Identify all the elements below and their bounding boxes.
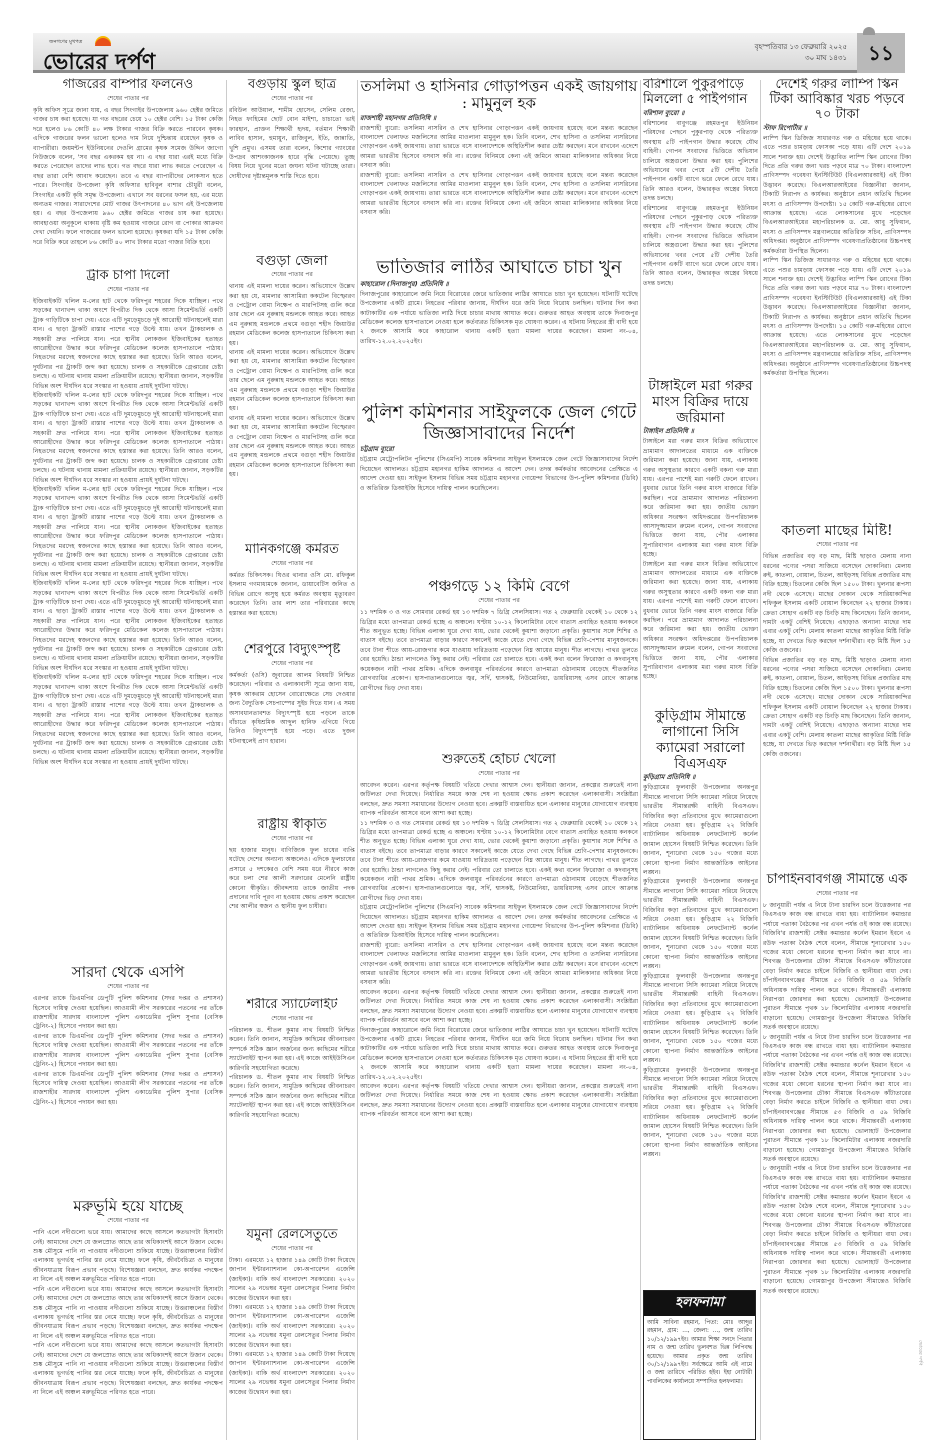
affidavit-box bbox=[643, 1290, 756, 1440]
jump-line: শেষের পাতার পর bbox=[816, 541, 858, 549]
jump-line: শেষের পাতার পর bbox=[478, 597, 520, 605]
date-gregorian: বৃহস্পতিবার ১৩ ফেব্রুয়ারি ২০২৫ bbox=[754, 43, 847, 51]
headline: যমুনা রেলসেতুতে bbox=[246, 1228, 338, 1242]
byline: বরিশাল ব্যুরো ॥ bbox=[643, 108, 685, 117]
headline: ট্রাক চাপা দিলো bbox=[86, 269, 170, 283]
article-body: ইজিবাইকটি খলিল ম-লের হাট থেকে ফরিদপুর শহরের দিকে যাচ্ছিল। পথে সড়কের খানাখন্দ থাকা অংশে বিপরীত দিক থেকে আসা সিমেন্টভর্তি একটি ট্রাক গাড়িটিকে চাপা দেয়। এতে এটি দুমড়েমুচড়ে দুই আরোহী ঘটনাস্থলেই মারা যান। এ ছাড়া ট্রাকটি রাস্তার পাশের গড়ে উল্টে যায়। তখন ট্রাকচালক ও সহকারী দ্রুত পালিয়ে যান। পরে স্থানীয় লোকজন ইজিবাইকের হতাহত আরোহীদের উদ্ধার করে ফরিদপুর মেডিকেল কলেজ হাসপাতালে পাঠায়। নিহতদের মরদেহ স্বজনদের কাছে হস্তান্তর করা হয়েছে। তিনি আরও বলেন, দুর্ঘটনার পর ট্রাকটি জব্দ করা হয়েছে। চালক ও সহকারীকে গ্রেপ্তারের চেষ্টা চলছে। এ ঘটনায় থানায় মামলা প্রক্রিয়াধীন রয়েছে। স্থানীয়রা জানান, সড়কটির বিভিন্ন অংশ দীর্ঘদিন ধরে সংস্কার না হওয়ায় প্রায়ই দুর্ঘটনা ঘটছে। bbox=[33, 297, 223, 390]
article-body-cont: পানি এলে নদীগুলো ভরে যায়। আমাদের কাছে আসলে কতভাগটা হিসাবটা নেই। আমাদের দেশে যে জলস্রোত আছে তার অধিকাংশই আসে উজান থেকে। শুষ্ক মৌসুমে পানি না পাওয়ায় নদীগুলো শুকিয়ে যাচ্ছে। উত্তরাঞ্চলের বিস্তীর্ণ এলাকায় ভূগর্ভস্থ পানির স্তর নেমে যাচ্ছে। ফলে কৃষি, জীববৈচিত্র্য ও মানুষের জীবনযাত্রায় বিরূপ প্রভাব পড়ছে। বিশেষজ্ঞরা বলছেন, দ্রুত কার্যকর পদক্ষেপ না নিলে এই অঞ্চল মরুভূমিতে পরিণত হতে পারে। bbox=[33, 1342, 223, 1397]
article-bogura-student bbox=[229, 78, 355, 253]
article-body-cont: রাজশাহী ব্যুরো: তসলিমা নাসরিন ও শেখ হাসিনার গোড়াপত্তন একই জায়গায় হয়েছে বলে মন্তব্য করেছেন বাংলাদেশ খেলাফত মজলিসের আমির মাওলানা মামুনুল হক। তিনি বলেন, শেখ হাসিনা ও তসলিমা নাসরিনের গোড়াপত্তন একই জায়গায়। তারা ভারতে বসে বাংলাদেশকে অস্থিতিশীল করার চেষ্টা করছেন। মনে রাখবেন এদেশে আমরা ভারতীয় হিসেবে বসবাস করি না। রক্তের বিনিময়ে কেনা এই জমিনে আমরা মালিকানার অধিকার নিয়ে বসবাস করি। bbox=[360, 171, 638, 217]
headline: দেশেই গরুর লাম্পি স্কিন টিকা আবিষ্কার খরচ পড়বে ৭০ টাকা bbox=[769, 78, 905, 122]
article-body-cont: এরপর তাকে ডিএমপির ডেপুটি পুলিশ কমিশনার (সদর দপ্তর ও প্রশাসন) হিসেবে দায়িত্ব দেওয়া হয়েছিল। আওয়ামী লীগ সরকারের পতনের পর তাঁকে রাজশাহীর সারদায় বাংলাদেশ পুলিশ একাডেমির পুলিশ সুপার (বেসিক ট্রেনিং-২) হিসেবে পদায়ন করা হয়। bbox=[33, 1032, 223, 1069]
jump-line: শেষের পাতার পর bbox=[107, 1217, 149, 1225]
article-body-cont: দিনাজপুরের কাহারোলে জমি নিয়ে বিরোধের জেরে ভাতিজার লাঠির আঘাতে চাচা খুন হয়েছেন। ঘটনাটি ঘটেছে উপজেলার একটি গ্রামে। নিহতের পরিবার জানায়, দীর্ঘদিন ধরে জমি নিয়ে বিরোধ চলছিল। ঘটনার দিন কথা কাটাকাটির এক পর্যায়ে ভাতিজা লাঠি দিয়ে চাচার মাথায় আঘাত করে। গুরুতর আহত অবস্থায় তাকে দিনাজপুর মেডিকেল কলেজ হাসপাতালে নেওয়া হলে কর্তব্যরত চিকিৎসক মৃত ঘোষণা করেন। এ ঘটনায় নিহতের স্ত্রী বাদী হয়ে ২ জনকে আসামি করে কাহারোল থানায় একটি হত্যা মামলা দায়ের করেছেন। মামলা নং-০৪, তারিখ-১২.০২.২০২৫ইং। bbox=[360, 1026, 638, 1081]
article-police bbox=[360, 403, 638, 578]
article-body: টাকা। এরমধ্যে ১২ হাজার ১৪৯ কোটি টাকা দিয়েছে জাপান ইন্টারন্যাশনাল কো-অপারেশন এজেন্সি (জাইকা)। বাকি অর্থ বাংলাদেশ সরকারের। ২০২০ সালের ২৯ নভেম্বর যমুনা রেলসেতুর পিলার নির্মাণ কাজের উদ্বোধন করা হয়। bbox=[229, 1256, 355, 1302]
article-body-cont: আবেদন করেন। এরপর কর্তৃপক্ষ বিষয়টি খতিয়ে দেখার আশ্বাস দেন। স্থানীয়রা জানান, প্রকল্পের শুরুতেই নানা জটিলতা দেখা দিয়েছে। নির্ধারিত সময়ে কাজ শেষ না হওয়ায় ক্ষোভ প্রকাশ করেছেন এলাকাবাসী। সংশ্লিষ্টরা বলছেন, দ্রুত সমস্যা সমাধানের উদ্যোগ নেওয়া হবে। প্রকল্পটি বাস্তবায়িত হলে এলাকার মানুষের যোগাযোগ ব্যবস্থায় ব্যাপক পরিবর্তন আসবে বলে আশা করা হচ্ছে। bbox=[360, 1082, 638, 1119]
article-moru bbox=[33, 1198, 223, 1438]
article-body: বিভিন্ন প্রজাতির বড় বড় মাছ, মিষ্টি ছাড়াও মেলায় নানা ধরনের পণ্যের পসরা সাজিয়ে বসেছেন দোকানিরা। মেলায় রুই, কাতলা, বোয়াল, চিতল, আইড়সহ বিভিন্ন প্রজাতির মাছ বিক্রি হচ্ছে। চিতলের কেজি ছিল ১৫০০ টাকা। খুলনার রূপসা নদী থেকে এসেছে। মাছের দোকান থেকে সারিয়াকান্দির শফিকুল ইসলাম একটি বোয়াল কিনেছেন ২২ হাজার টাকায়। ক্রেতা সোহাগ একটি বড় চিংড়ি মাছ কিনেছেন। তিনি জানান, দামটা একটু বেশিই নিয়েছে। এছাড়াও অন্যান্য মাছের দাম এবার একটু বেশি। মেলায় কাতলা মাছের আকৃতির মিষ্টি বিক্রি হচ্ছে, যা দেখতে ভিড় করছেন দর্শনার্থীরা। বড় মিষ্টি ছিল ১৫ কেজি ওজনের। bbox=[763, 553, 911, 655]
article-body: আবেদন করেন। এরপর কর্তৃপক্ষ বিষয়টি খতিয়ে দেখার আশ্বাস দেন। স্থানীয়রা জানান, প্রকল্পের শুরুতেই নানা জটিলতা দেখা দিয়েছে। নির্ধারিত সময়ে কাজ শেষ না হওয়ায় ক্ষোভ প্রকাশ করেছেন এলাকাবাসী। সংশ্লিষ্টরা বলছেন, দ্রুত সমস্যা সমাধানের উদ্যোগ নেওয়া হবে। প্রকল্পটি বাস্তবায়িত হলে এলাকার মানুষের যোগাযোগ ব্যবস্থায় ব্যাপক পরিবর্তন আসবে বলে আশা করা হচ্ছে। bbox=[360, 781, 638, 818]
column-3 bbox=[360, 78, 638, 1438]
column-rule bbox=[640, 80, 641, 1440]
headline: শুরুতেই হোঁচট খেলো bbox=[442, 753, 556, 767]
article-body-cont: বরিশালের বাবুগঞ্জে রহমতপুর ইউনিয়ন পরিষদের পেছনে পুকুরপাড় থেকে পরিত্যক্ত অবস্থায় ৫টি পাইপগান উদ্ধার করেছে যৌথ বাহিনী। গোপন সংবাদের ভিত্তিতে অভিযান চালিয়ে অস্ত্রগুলো উদ্ধার করা হয়। পুলিশের অভিযানের খবর পেয়ে ৫টি দেশীয় তৈরি পাইপগান একটি ব্যাগে ভরে ফেলে রেখে যায়। তিনি আরও বলেন, উদ্ধারকৃত অস্ত্রের বিষয়ে তদন্ত চলছে। bbox=[643, 204, 758, 287]
article-body: পানি এলে নদীগুলো ভরে যায়। আমাদের কাছে আসলে কতভাগটা হিসাবটা নেই। আমাদের দেশে যে জলস্রোত আছে তার অধিকাংশই আসে উজান থেকে। শুষ্ক মৌসুমে পানি না পাওয়ায় নদীগুলো শুকিয়ে যাচ্ছে। উত্তরাঞ্চলের বিস্তীর্ণ এলাকায় ভূগর্ভস্থ পানির স্তর নেমে যাচ্ছে। ফলে কৃষি, জীববৈচিত্র্য ও মানুষের জীবনযাত্রায় বিরূপ প্রভাব পড়ছে। বিশেষজ্ঞরা বলছেন, দ্রুত কার্যকর পদক্ষেপ না নিলে এই অঞ্চল মরুভূমিতে পরিণত হতে পারে। bbox=[33, 1229, 223, 1284]
headline: সারদা থেকে এসপি bbox=[71, 964, 185, 981]
article-body-cont: রাজশাহী ব্যুরো: তসলিমা নাসরিন ও শেখ হাসিনার গোড়াপত্তন একই জায়গায় হয়েছে বলে মন্তব্য করেছেন বাংলাদেশ খেলাফত মজলিসের আমির মাওলানা মামুনুল হক। তিনি বলেন, শেখ হাসিনা ও তসলিমা নাসরিনের গোড়াপত্তন একই জায়গায়। তারা ভারতে বসে বাংলাদেশকে অস্থিতিশীল করার চেষ্টা করছেন। মনে রাখবেন এদেশে আমরা ভারতীয় হিসেবে বসবাস করি না। রক্তের বিনিময়ে কেনা এই জমিনে আমরা মালিকানার অধিকার নিয়ে বসবাস করি। bbox=[360, 941, 638, 987]
article-body: পরিচালক ড. শীতল কুমার নাথ বিষয়টি নিশ্চিত করেন। তিনি জানান, সামুদ্রিক কাছিমের জীবনাচরণ সম্পর্কে সঠিক জ্ঞান অর্জনের জন্য কাছিমের শরীরে স্যাটেলাইট স্থাপন করা হয়। এই কাজে আইইউসিএন কারিগরি সহযোগিতা করেছে। bbox=[229, 1026, 355, 1072]
headline: কুড়িগ্রাম সীমান্তে লাগানো সিসি ক্যামেরা সরালো বিএসএফ bbox=[655, 708, 746, 773]
headline: কাতলা মাছের মিষ্টি! bbox=[781, 523, 893, 539]
article-body-cont: কুড়িগ্রামের ফুলবাড়ী উপজেলার অনন্তপুর সীমান্তে লাগানো সিসি ক্যামেরা সরিয়ে নিয়েছে ভারতীয় সীমান্তরক্ষী বাহিনী বিএসএফ। বিজিবির কড়া প্রতিবাদের মুখে ক্যামেরাগুলো সরিয়ে নেওয়া হয়। কুড়িগ্রাম ২২ বিজিবি ব্যাটালিয়ন অধিনায়ক লেফটেন্যান্ট কর্নেল জামাল হোসেন বিষয়টি নিশ্চিত করেছেন। তিনি জানান, শূন্যরেখা থেকে ১৫০ গজের মধ্যে কোনো স্থাপনা নির্মাণ আন্তর্জাতিক আইনের লঙ্ঘন। bbox=[643, 1066, 758, 1159]
jump-line: শেষের পাতার পর bbox=[271, 659, 313, 667]
headline: গাজরের বাম্পার ফলনেও bbox=[62, 78, 194, 92]
headline: তসলিমা ও হাসিনার গোড়াপত্তন একই জায়গায় : মামুনুল হক bbox=[360, 78, 638, 113]
article-manikganj bbox=[229, 543, 355, 643]
article-body-cont: ৮ জানুয়ারী পর্যন্ত এ নিয়ে টানা চারদিন চলে উত্তেজনার পর বিএসএফ কাজ বন্ধ রাখতে বাধ্য হয়। ব্যাটালিয়ন কমান্ডার পর্যায়ে পতাকা বৈঠকের পর এখন পর্যন্ত ওই কাজ বন্ধ রয়েছে। বিজিবি'র রাজশাহী সেক্টর কমান্ডার কর্নেল ইমরান ইবনে এ রউফ পতাকা বৈঠক শেষে বলেন, সীমান্তে শূন্যরেখার ১৫০ গজের মধ্যে কোনো ধরনের স্থাপনা নির্মাণ করা যাবে না। শিবগঞ্জ উপজেলার চৌকা সীমান্তে বিএসএফ কাঁটাতারের বেড়া নির্মাণ করতে চাইলে বিজিবি ও স্থানীয়রা বাধা দেয়। চাঁপাইনবাবগঞ্জের সীমান্তে ৫৩ বিজিবি ও ৫৯ বিজিবি অধিনায়ক দায়িত্ব পালন করে থাকে। সীমান্তবর্তী এলাকায় নিরাপত্তা জোরদার করা হয়েছে। ভোলাহাট উপজেলার পুরাতন সীমান্তে পৃথক ১৮ কিলোমিটার এলাকায় নজরদারি বাড়ানো হয়েছে। গোমস্তাপুর উপজেলা সীমান্তেও বিজিবি সতর্ক অবস্থানে রয়েছে। bbox=[763, 1033, 911, 1163]
article-body-cont: চট্টগ্রাম মেট্রোপলিটন পুলিশের (সিএমপি) সাবেক কমিশনার সাইফুল ইসলামকে জেল গেটে জিজ্ঞাসাবাদের নির্দেশ দিয়েছেন আদালত। চট্টগ্রাম মহানগর হাকিম আদালত এ আদেশ দেন। তদন্ত কর্মকর্তার আবেদনের প্রেক্ষিতে এ আদেশ দেওয়া হয়। সাইফুল ইসলাম বিভিন্ন সময় চট্টগ্রাম মহানগর গোয়েন্দা বিভাগের উপ-পুলিশ কমিশনার (ডিবি) ও অতিরিক্ত ডিআইজি হিসেবে দায়িত্ব পালন করেছিলেন। bbox=[360, 904, 638, 940]
jump-line: শেষের পাতার পর bbox=[816, 889, 858, 897]
article-body-cont: কুড়িগ্রামের ফুলবাড়ী উপজেলার অনন্তপুর সীমান্তে লাগানো সিসি ক্যামেরা সরিয়ে নিয়েছে ভারতীয় সীমান্তরক্ষী বাহিনী বিএসএফ। বিজিবির কড়া প্রতিবাদের মুখে ক্যামেরাগুলো সরিয়ে নেওয়া হয়। কুড়িগ্রাম ২২ বিজিবি ব্যাটালিয়ন অধিনায়ক লেফটেন্যান্ট কর্নেল জামাল হোসেন বিষয়টি নিশ্চিত করেছেন। তিনি জানান, শূন্যরেখা থেকে ১৫০ গজের মধ্যে কোনো স্থাপনা নির্মাণ আন্তর্জাতিক আইনের লঙ্ঘন। bbox=[643, 878, 758, 971]
article-body-cont: ১১ দশমিক ৩ ও গত সোমবার রেকর্ড হয় ১৩ দশমিক ৭ ডিগ্রি সেলসিয়াস। গত ২ ফেব্রুয়ারি থেকেই ১০ থেকে ১২ ডিগ্রির মধ্যে তাপমাত্রা রেকর্ড হচ্ছে এ অঞ্চলে। ঘণ্টায় ১০-১২ কিলোমিটার বেগে বাতাস প্রবাহিত হওয়ায় কনকনে শীত অনুভূত হচ্ছে। বিভিন্ন এলাকা ঘুরে দেখা যায়, ভোর থেকেই কুয়াশা জড়ানো প্রকৃতি। কুয়াশার সঙ্গে শিশির ও বাতাস বইছে। তবে তাপমাত্রা বাড়ার কারণে সকালেই কাজে যেতে দেখা গেছে বিভিন্ন শ্রেণি-পেশার মানুষজনকে। তবে টানা শীতে আয়-রোজগার কমে যাওয়ায় দারিদ্রতায় পড়েছেন নিম্ন আয়ের মানুষ। শীত লাগছে। পাথর তুলতে বের হয়েছি। ঠান্ডা লাগলেও কিছু করার নেই। পরিবার তো চালাতে হবে। একই কথা বলেন ফিরোজা ও কদবানুসহ কয়েকজন নারী পাথর শ্রমিক। এদিকে জলবায়ুর পরিবর্তনের কারণে তাপমাত্রা ওঠানামায় বেড়েছে শীতজনিত রোগব্যাধির প্রকোপ। হাসপাতালগুলোতে জ্বর, সর্দি, শ্বাসকষ্ট, নিউমোনিয়া, ডায়রিয়াসহ এসব রোগে আক্রান্ত রোগীদের ভিড় দেখা যায়। bbox=[360, 819, 638, 902]
page-number: ১১ bbox=[857, 33, 905, 73]
date-block bbox=[755, 42, 847, 64]
article-body-cont: টাকা। এরমধ্যে ১২ হাজার ১৪৯ কোটি টাকা দিয়েছে জাপান ইন্টারন্যাশনাল কো-অপারেশন এজেন্সি (জাইকা)। বাকি অর্থ বাংলাদেশ সরকারের। ২০২০ সালের ২৯ নভেম্বর যমুনা রেলসেতুর পিলার নির্মাণ কাজের উদ্বোধন করা হয়। bbox=[229, 1351, 355, 1396]
article-jamuna bbox=[229, 1228, 355, 1438]
article-katla bbox=[763, 523, 911, 873]
article-tangail bbox=[643, 378, 758, 708]
article-body-cont: থানায় এই মামলা দায়ের করেন। অভিযোগে উল্লেখ করা হয় যে, মামলার আসামিরা ককটেল বিস্ফোরণ ও পেট্রোল বোমা নিক্ষেপ ও মারপিটসহ গুলি করে তার ছেলে এম নুরুন্নাহ মন্ডলকে আহত করে। আহত এম নুরুন্নাহ মন্ডলকে প্রথমে বগুড়া শহীদ জিয়াউর রহমান মেডিকেল কলেজ হাসপাতালে চিকিৎসা করা হয়। bbox=[229, 348, 355, 413]
article-body: কর্মরত চিকিৎসক। ঘিওর থানার ওসি মো. রফিকুল ইসলাম গণমাধ্যমকে জানান, ডায়াবেটিস জনিত ও বিভিন্ন রোগে অসুস্থ হয়ে কর্মরত অবস্থায় মৃত্যুবরণ করেছেন তিনি। তার লাশ তার পরিবারের কাছে হস্তান্তর করা হয়েছে। bbox=[229, 571, 355, 617]
column-1 bbox=[33, 78, 223, 1438]
article-chapai bbox=[763, 873, 911, 1438]
jump-line: শেষের পাতার পর bbox=[107, 285, 149, 293]
article-body-cont: ইজিবাইকটি খলিল ম-লের হাট থেকে ফরিদপুর শহরের দিকে যাচ্ছিল। পথে সড়কের খানাখন্দ থাকা অংশে বিপরীত দিক থেকে আসা সিমেন্টভর্তি একটি ট্রাক গাড়িটিকে চাপা দেয়। এতে এটি দুমড়েমুচড়ে দুই আরোহী ঘটনাস্থলেই মারা যান। এ ছাড়া ট্রাকটি রাস্তার পাশের গড়ে উল্টে যায়। তখন ট্রাকচালক ও সহকারী দ্রুত পালিয়ে যান। পরে স্থানীয় লোকজন ইজিবাইকের হতাহত আরোহীদের উদ্ধার করে ফরিদপুর মেডিকেল কলেজ হাসপাতালে পাঠায়। নিহতদের মরদেহ স্বজনদের কাছে হস্তান্তর করা হয়েছে। তিনি আরও বলেন, দুর্ঘটনার পর ট্রাকটি জব্দ করা হয়েছে। চালক ও সহকারীকে গ্রেপ্তারের চেষ্টা চলছে। এ ঘটনায় থানায় মামলা প্রক্রিয়াধীন রয়েছে। স্থানীয়রা জানান, সড়কটির বিভিন্ন অংশ দীর্ঘদিন ধরে সংস্কার না হওয়ায় প্রায়ই দুর্ঘটনা ঘটছে। bbox=[33, 392, 223, 484]
column-rule bbox=[760, 80, 761, 1440]
date-bengali: ৩০ মাঘ ১৪৩১ bbox=[805, 54, 847, 62]
byline: কাহারোল (দিনাজপুর) প্রতিনিধি ॥ bbox=[360, 279, 449, 288]
article-lumpy bbox=[763, 78, 911, 523]
jump-line: শেষের পাতার পর bbox=[271, 1244, 313, 1252]
jump-line: শেষের পাতার পর bbox=[271, 1014, 313, 1022]
article-body-cont: পানি এলে নদীগুলো ভরে যায়। আমাদের কাছে আসলে কতভাগটা হিসাবটা নেই। আমাদের দেশে যে জলস্রোত আছে তার অধিকাংশই আসে উজান থেকে। শুষ্ক মৌসুমে পানি না পাওয়ায় নদীগুলো শুকিয়ে যাচ্ছে। উত্তরাঞ্চলের বিস্তীর্ণ এলাকায় ভূগর্ভস্থ পানির স্তর নেমে যাচ্ছে। ফলে কৃষি, জীববৈচিত্র্য ও মানুষের জীবনযাত্রায় বিরূপ প্রভাব পড়ছে। বিশেষজ্ঞরা বলছেন, দ্রুত কার্যকর পদক্ষেপ না নিলে এই অঞ্চল মরুভূমিতে পরিণত হতে পারে। bbox=[33, 1285, 223, 1340]
byline: স্টাফ রিপোর্টার ॥ bbox=[763, 123, 808, 132]
article-body: ৮ জানুয়ারী পর্যন্ত এ নিয়ে টানা চারদিন চলে উত্তেজনার পর বিএসএফ কাজ বন্ধ রাখতে বাধ্য হয়। ব্যাটালিয়ন কমান্ডার পর্যায়ে পতাকা বৈঠকের পর এখন পর্যন্ত ওই কাজ বন্ধ রয়েছে। বিজিবি'র রাজশাহী সেক্টর কমান্ডার কর্নেল ইমরান ইবনে এ রউফ পতাকা বৈঠক শেষে বলেন, সীমান্তে শূন্যরেখার ১৫০ গজের মধ্যে কোনো ধরনের স্থাপনা নির্মাণ করা যাবে না। শিবগঞ্জ উপজেলার চৌকা সীমান্তে বিএসএফ কাঁটাতারের বেড়া নির্মাণ করতে চাইলে বিজিবি ও স্থানীয়রা বাধা দেয়। চাঁপাইনবাবগঞ্জের সীমান্তে ৫৩ বিজিবি ও ৫৯ বিজিবি অধিনায়ক দায়িত্ব পালন করে থাকে। সীমান্তবর্তী এলাকায় নিরাপত্তা জোরদার করা হয়েছে। ভোলাহাট উপজেলার পুরাতন সীমান্তে পৃথক ১৮ কিলোমিটার এলাকায় নজরদারি বাড়ানো হয়েছে। গোমস্তাপুর উপজেলা সীমান্তেও বিজিবি সতর্ক অবস্থানে রয়েছে। bbox=[763, 901, 911, 1032]
article-satellite bbox=[229, 998, 355, 1228]
article-body: কর্মকর্তা (ওসি) জুবায়ের আলম বিষয়টি নিশ্চিত করেছেন। পরিবার ও এলাকাবাসী সূত্রে জানা যায়, কৃষক আকরাম হোসেন বোরোক্ষেতে সেচ দেওয়ার জন্য বৈদ্যুতিক সেচপাম্পের সুইচ দিতে যান। এ সময় অসাবধানতাবশত বিদ্যুৎস্পৃষ্ট হয়ে পড়লে তাকে বাঁচাতে কৃষিশ্রমিক আব্দুল হানিফ এগিয়ে গিয়ে তিনিও বিদ্যুৎস্পৃষ্ট হয়ে পড়ে। এতে দুজন ঘটনাস্থলেই প্রাণ হারান। bbox=[229, 671, 355, 745]
article-taslima bbox=[360, 78, 638, 258]
article-body: থানায় এই মামলা দায়ের করেন। অভিযোগে উল্লেখ করা হয় যে, মামলার আসামিরা ককটেল বিস্ফোরণ ও পেট্রোল বোমা নিক্ষেপ ও মারপিটসহ গুলি করে তার ছেলে এম নুরুন্নাহ মন্ডলকে আহত করে। আহত এম নুরুন্নাহ মন্ডলকে প্রথমে বগুড়া শহীদ জিয়াউর রহমান মেডিকেল কলেজ হাসপাতালে চিকিৎসা করা হয়। bbox=[229, 283, 355, 347]
headline: বগুড়া জেলা bbox=[256, 253, 328, 269]
article-rashtriya bbox=[229, 818, 355, 998]
article-panchagarh bbox=[360, 578, 638, 753]
headline: চাঁপাইনবাবগঞ্জ সীমান্তে এক bbox=[766, 873, 908, 887]
article-body: এরপর তাকে ডিএমপির ডেপুটি পুলিশ কমিশনার (সদর দপ্তর ও প্রশাসন) হিসেবে দায়িত্ব দেওয়া হয়েছিল। আওয়ামী লীগ সরকারের পতনের পর তাঁকে রাজশাহীর সারদায় বাংলাদেশ পুলিশ একাডেমির পুলিশ সুপার (বেসিক ট্রেনিং-২) হিসেবে পদায়ন করা হয়। bbox=[33, 995, 223, 1031]
column-2 bbox=[229, 78, 355, 1438]
article-body: দিনাজপুরের কাহারোলে জমি নিয়ে বিরোধের জেরে ভাতিজার লাঠির আঘাতে চাচা খুন হয়েছেন। ঘটনাটি ঘটেছে উপজেলার একটি গ্রামে। নিহতের পরিবার জানায়, দীর্ঘদিন ধরে জমি নিয়ে বিরোধ চলছিল। ঘটনার দিন কথা কাটাকাটির এক পর্যায়ে ভাতিজা লাঠি দিয়ে চাচার মাথায় আঘাত করে। গুরুতর আহত অবস্থায় তাকে দিনাজপুর মেডিকেল কলেজ হাসপাতালে নেওয়া হলে কর্তব্যরত চিকিৎসক মৃত ঘোষণা করেন। এ ঘটনায় নিহতের স্ত্রী বাদী হয়ে ২ জনকে আসামি করে কাহারোল থানায় একটি হত্যা মামলা দায়ের করেছেন। মামলা নং-০৪, তারিখ-১২.০২.২০২৫ইং। bbox=[360, 290, 638, 345]
column-rule bbox=[226, 80, 227, 1440]
headline: ভাতিজার লাঠির আঘাতে চাচা খুন bbox=[376, 258, 622, 278]
headline: মরুভূমি হয়ে যাচ্ছে bbox=[73, 1198, 183, 1215]
jump-line: শেষের পাতার পর bbox=[271, 559, 313, 567]
jump-line: শেষের পাতার পর bbox=[107, 983, 149, 991]
byline: টাঙ্গাইল প্রতিনিধি ॥ bbox=[643, 427, 694, 436]
article-body-cont: আবেদন করেন। এরপর কর্তৃপক্ষ বিষয়টি খতিয়ে দেখার আশ্বাস দেন। স্থানীয়রা জানান, প্রকল্পের শুরুতেই নানা জটিলতা দেখা দিয়েছে। নির্ধারিত সময়ে কাজ শেষ না হওয়ায় ক্ষোভ প্রকাশ করেছেন এলাকাবাসী। সংশ্লিষ্টরা বলছেন, দ্রুত সমস্যা সমাধানের উদ্যোগ নেওয়া হবে। প্রকল্পটি বাস্তবায়িত হলে এলাকার মানুষের যোগাযোগ ব্যবস্থায় ব্যাপক পরিবর্তন আসবে বলে আশা করা হচ্ছে। bbox=[360, 988, 638, 1025]
jump-line: শেষের পাতার পর bbox=[107, 94, 149, 102]
logo-tagline: জনগণের মুখপত্র bbox=[49, 39, 83, 45]
jump-line: শেষের পাতার পর bbox=[271, 271, 313, 279]
byline: চট্টগ্রাম ব্যুরো bbox=[360, 445, 394, 454]
newspaper-title: ভোরের দর্পণ bbox=[43, 49, 156, 75]
article-body: ছয় হাজার মানুষ। বাণিজ্যিক ফুল চাষের ব্যপ্তি ঘটেছে দেশের অন্যান্য অঞ্চলেও। এদিকে ফুলচাষের প্রসারে ৫ দশকেরও বেশি সময় ধরে নীরবে কাজ করে চলা শের আলী সরদারের মেলেনি রাষ্ট্রীয় কোনো স্বীকৃতি। জীবদ্দশায় তাকে জাতীয় পদক প্রদানের দাবি পূরণ না হওয়ায় ক্ষোভ প্রকাশ করেছেন শের আলীর স্বজন ও স্থানীয় ফুল চাষীরা। bbox=[229, 846, 355, 911]
article-body-cont: ইজিবাইকটি খলিল ম-লের হাট থেকে ফরিদপুর শহরের দিকে যাচ্ছিল। পথে সড়কের খানাখন্দ থাকা অংশে বিপরীত দিক থেকে আসা সিমেন্টভর্তি একটি ট্রাক গাড়িটিকে চাপা দেয়। এতে এটি দুমড়েমুচড়ে দুই আরোহী ঘটনাস্থলেই মারা যান। এ ছাড়া ট্রাকটি রাস্তার পাশের গড়ে উল্টে যায়। তখন ট্রাকচালক ও সহকারী দ্রুত পালিয়ে যান। পরে স্থানীয় লোকজন ইজিবাইকের হতাহত আরোহীদের উদ্ধার করে ফরিদপুর মেডিকেল কলেজ হাসপাতালে পাঠায়। নিহতদের মরদেহ স্বজনদের কাছে হস্তান্তর করা হয়েছে। তিনি আরও বলেন, দুর্ঘটনার পর ট্রাকটি জব্দ করা হয়েছে। চালক ও সহকারীকে গ্রেপ্তারের চেষ্টা চলছে। এ ঘটনায় থানায় মামলা প্রক্রিয়াধীন রয়েছে। স্থানীয়রা জানান, সড়কটির বিভিন্ন অংশ দীর্ঘদিন ধরে সংস্কার না হওয়ায় প্রায়ই দুর্ঘটনা ঘটছে। bbox=[33, 486, 223, 578]
affidavit-title: হলফনামা bbox=[644, 1291, 755, 1316]
article-body-cont: এরপর তাকে ডিএমপির ডেপুটি পুলিশ কমিশনার (সদর দপ্তর ও প্রশাসন) হিসেবে দায়িত্ব দেওয়া হয়েছিল। আওয়ামী লীগ সরকারের পতনের পর তাঁকে রাজশাহীর সারদায় বাংলাদেশ পুলিশ একাডেমির পুলিশ সুপার (বেসিক ট্রেনিং-২) হিসেবে পদায়ন করা হয়। bbox=[33, 1070, 223, 1106]
jump-line: শেষের পাতার পর bbox=[478, 769, 520, 777]
article-body: চট্টগ্রাম মেট্রোপলিটন পুলিশের (সিএমপি) সাবেক কমিশনার সাইফুল ইসলামকে জেল গেটে জিজ্ঞাসাবাদের নির্দেশ দিয়েছেন আদালত। চট্টগ্রাম মহানগর হাকিম আদালত এ আদেশ দেন। তদন্ত কর্মকর্তার আবেদনের প্রেক্ষিতে এ আদেশ দেওয়া হয়। সাইফুল ইসলাম বিভিন্ন সময় চট্টগ্রাম মহানগর গোয়েন্দা বিভাগের উপ-পুলিশ কমিশনার (ডিবি) ও অতিরিক্ত ডিআইজি হিসেবে দায়িত্ব পালন করেছিলেন। bbox=[360, 456, 638, 492]
article-body: লাম্পি স্কিন ডিজিজ সাধারণত গরু ও মহিষের হয়ে থাকে। এতে পশুর চামড়ায় ফোসকা পড়ে যায়। এটি দেশে ২০১৯ সালে শনাক্ত হয়। দেশেই উদ্ভাবিত লাম্পি স্কিন রোগের টিকা দিতে প্রতি গরুর জন্য খরচ পড়বে মাত্র ৭০ টাকা। বাংলাদেশ প্রাণিসম্পদ গবেষণা ইনস্টিটিউট (বিএলআরআই) এই টিকা উদ্ভাবন করেছে। বিএলআরআইয়ের বিজ্ঞানীরা জানান, টিকাটি নিরাপদ ও কার্যকর। অনুষ্ঠানে প্রধান অতিথি ছিলেন মৎস্য ও প্রাণিসম্পদ উপদেষ্টা। ১৫ কোটি গরু-মহিষের রোগে আক্রান্ত হয়েছে। এতে লোকসানের মুখে পড়েছেন বিএলআরআইয়ের মহাপরিচালক ড. মো. আবু সুফিয়ান, মৎস্য ও প্রাণিসম্পদ মন্ত্রণালয়ের অতিরিক্ত সচিব, প্রাণিসম্পদ অধিদপ্তর। অনুষ্ঠানে প্রাণিসম্পদ গবেষণাপ্রতিষ্ঠানের উচ্চপদস্থ কর্মকর্তারা উপস্থিত ছিলেন। bbox=[763, 134, 911, 255]
article-shurutei bbox=[360, 753, 638, 1413]
article-body: রাজশাহী ব্যুরো: তসলিমা নাসরিন ও শেখ হাসিনার গোড়াপত্তন একই জায়গায় হয়েছে বলে মন্তব্য করেছেন বাংলাদেশ খেলাফত মজলিসের আমির মাওলানা মামুনুল হক। তিনি বলেন, শেখ হাসিনা ও তসলিমা নাসরিনের গোড়াপত্তন একই জায়গায়। তারা ভারতে বসে বাংলাদেশকে অস্থিতিশীল করার চেষ্টা করছেন। মনে রাখবেন এদেশে আমরা ভারতীয় হিসেবে বসবাস করি না। রক্তের বিনিময়ে কেনা এই জমিনে আমরা মালিকানার অধিকার নিয়ে বসবাস করি। bbox=[360, 124, 638, 170]
headline: বরিশালে পুকুরপাড়ে মিললো ৫ পাইপগান bbox=[643, 78, 748, 107]
jump-line: শেষের পাতার পর bbox=[271, 834, 313, 842]
article-body-cont: টাঙ্গাইলে মরা গরুর মাংস বিক্রির অভিযোগে ভ্রাম্যমাণ আদালতের মাধ্যমে এক ব্যক্তিকে জরিমানা করা হয়েছে। জানা যায়, এলাকায় গরুর অসুস্থতার কারণে একটি বকনা গরু মারা যায়। এরপর পাশেই মরা গরুটি ফেলে রাখেন। বুধবার ভোরে তিনি গরুর মাংস বাজারে বিক্রি করছিল। পরে ভ্রাম্যমাণ আদালত পরিচালনা করে জরিমানা করা হয়। জাতীয় ভোক্তা অধিকার সংরক্ষণ অধিদপ্তরের উপপরিচালক আসাদুজ্জামান রুমেল বলেন, গোপন সংবাদের ভিত্তিতে জানা যায়, পৌর এলাকার সুপারিবাগান এলাকায় মরা গরুর মাংস বিক্রি হচ্ছে। bbox=[643, 560, 758, 681]
article-body: বরিশালের বাবুগঞ্জে রহমতপুর ইউনিয়ন পরিষদের পেছনে পুকুরপাড় থেকে পরিত্যক্ত অবস্থায় ৫টি পাইপগান উদ্ধার করেছে যৌথ বাহিনী। গোপন সংবাদের ভিত্তিতে অভিযান চালিয়ে অস্ত্রগুলো উদ্ধার করা হয়। পুলিশের অভিযানের খবর পেয়ে ৫টি দেশীয় তৈরি পাইপগান একটি ব্যাগে ভরে ফেলে রেখে যায়। তিনি আরও বলেন, উদ্ধারকৃত অস্ত্রের বিষয়ে তদন্ত চলছে। bbox=[643, 119, 758, 203]
article-body-cont: ৮ জানুয়ারী পর্যন্ত এ নিয়ে টানা চারদিন চলে উত্তেজনার পর বিএসএফ কাজ বন্ধ রাখতে বাধ্য হয়। ব্যাটালিয়ন কমান্ডার পর্যায়ে পতাকা বৈঠকের পর এখন পর্যন্ত ওই কাজ বন্ধ রয়েছে। বিজিবি'র রাজশাহী সেক্টর কমান্ডার কর্নেল ইমরান ইবনে এ রউফ পতাকা বৈঠক শেষে বলেন, সীমান্তে শূন্যরেখার ১৫০ গজের মধ্যে কোনো ধরনের স্থাপনা নির্মাণ করা যাবে না। শিবগঞ্জ উপজেলার চৌকা সীমান্তে বিএসএফ কাঁটাতারের বেড়া নির্মাণ করতে চাইলে বিজিবি ও স্থানীয়রা বাধা দেয়। চাঁপাইনবাবগঞ্জের সীমান্তে ৫৩ বিজিবি ও ৫৯ বিজিবি অধিনায়ক দায়িত্ব পালন করে থাকে। সীমান্তবর্তী এলাকায় নিরাপত্তা জোরদার করা হয়েছে। ভোলাহাট উপজেলার পুরাতন সীমান্তে পৃথক ১৮ কিলোমিটার এলাকায় নজরদারি বাড়ানো হয়েছে। গোমস্তাপুর উপজেলা সীমান্তেও বিজিবি সতর্ক অবস্থানে রয়েছে। bbox=[763, 1165, 911, 1295]
headline: পঞ্চগড়ে ১২ কিমি বেগে bbox=[428, 578, 570, 595]
column-4 bbox=[643, 78, 758, 1438]
margin-note: ভোরের দর্পণ bbox=[917, 1340, 923, 1366]
article-truck bbox=[33, 269, 223, 869]
jump-line: শেষের পাতার পর bbox=[271, 94, 313, 102]
masthead bbox=[33, 33, 905, 73]
article-sherpur bbox=[229, 643, 355, 818]
affidavit-body: আমি সাবিনা রহমান, পিতা: মোঃ আব্দুর রহমান, গ্রাম: ..., জেলা: ..., জন্ম তারিখ ১০/১২/১৯৯৭ইং। আমার শিক্ষা সনদে পিতার নাম ও জন্ম তারিখ ভুলবশত ভিন্ন লিপিবদ্ধ হয়েছে। আমার প্রকৃত জন্ম তারিখ ৩০/১২/১৯৯৭ইং। সর্বক্ষেত্রে আমি এই নামে ও জন্ম তারিখে পরিচিত হইব। ইহা নোটারী পাবলিকের কার্যালয়ে সম্পাদিত হলফনামা। bbox=[647, 1320, 752, 1385]
article-body: কৃষি অফিস সূত্রে জানা যায়, এ বছর সিংগাইর উপজেলায় ৯৬০ হেক্টর জমিতে গাজর চাষ করা হয়েছে। যা গত বছরের চেয়ে ১০ হেক্টর বেশি। ১৫ টাকা কেজি দরে হলেও ৮৬ কোটি ৪০ লক্ষ টাকার গাজর বিক্রি করতে পারবেন কৃষক। এদিকে গাজরের ফলন ভালো হলেও দাম নিয়ে দুশ্চিন্তায় রয়েছেন কৃষক ও ব্যাপারীরা। জয়মন্টপ ইউনিয়নের দেওলি গ্রামের কৃষক সমেজ উদ্দিন জাগো নিউজকে বলেন, 'সব বছর একরকম হয় না। এ বছর যারা এরই মধ্যে বিক্রি করতে পেরেছেন তাদের লাভ হবে। গত বছরে যারা লাভ করতে পেরেছেন এ বছর তারা বেশি আবাদ করেছেন। তবে এ বছর ব্যাপারীদের লোকসান হতে পারে। সিংগাইর উপজেলা কৃষি অফিসার হাবিবুল বাশার চৌধুরী বলেন, সিংগাইর একটি কৃষি সমৃদ্ধ উপজেলা। এখানে সব ধরনের ফসল হয়, এর মধ্যে অন্যতম গাজর। সারাদেশের মোট গাজর উৎপাদনের ৪০ ভাগ এই উপজেলায় হয়। এ বছর উপজেলায় ৯৬০ হেক্টর জমিতে গাজর চাষ করা হয়েছে। আবহাওয়া অনুকূলে থাকায় বৃষ্টি কম হওয়ায় গাজরে রোগ বা পোকার আক্রমণ দেখা দেয়নি। ফলে গাজরের ফলন ভালো হয়েছে। কৃষকরা যদি ১৫ টাকা কেজি দরে বিক্রি করে তাহলে ৮৬ কোটি ৪০ লাখ টাকার মতো গাজর বিক্রি হবে। bbox=[33, 106, 223, 246]
article-gajor bbox=[33, 78, 223, 263]
headline: রাষ্ট্রীয় স্বীকৃতি bbox=[257, 818, 327, 832]
headline: শরীরে স্যাটেলাইট bbox=[246, 998, 338, 1012]
article-body-cont: ইজিবাইকটি খলিল ম-লের হাট থেকে ফরিদপুর শহরের দিকে যাচ্ছিল। পথে সড়কের খানাখন্দ থাকা অংশে বিপরীত দিক থেকে আসা সিমেন্টভর্তি একটি ট্রাক গাড়িটিকে চাপা দেয়। এতে এটি দুমড়েমুচড়ে দুই আরোহী ঘটনাস্থলেই মারা যান। এ ছাড়া ট্রাকটি রাস্তার পাশের গড়ে উল্টে যায়। তখন ট্রাকচালক ও সহকারী দ্রুত পালিয়ে যান। পরে স্থানীয় লোকজন ইজিবাইকের হতাহত আরোহীদের উদ্ধার করে ফরিদপুর মেডিকেল কলেজ হাসপাতালে পাঠায়। নিহতদের মরদেহ স্বজনদের কাছে হস্তান্তর করা হয়েছে। তিনি আরও বলেন, দুর্ঘটনার পর ট্রাকটি জব্দ করা হয়েছে। চালক ও সহকারীকে গ্রেপ্তারের চেষ্টা চলছে। এ ঘটনায় থানায় মামলা প্রক্রিয়াধীন রয়েছে। স্থানীয়রা জানান, সড়কটির বিভিন্ন অংশ দীর্ঘদিন ধরে সংস্কার না হওয়ায় প্রায়ই দুর্ঘটনা ঘটছে। bbox=[33, 674, 223, 766]
article-body-cont: লাম্পি স্কিন ডিজিজ সাধারণত গরু ও মহিষের হয়ে থাকে। এতে পশুর চামড়ায় ফোসকা পড়ে যায়। এটি দেশে ২০১৯ সালে শনাক্ত হয়। দেশেই উদ্ভাবিত লাম্পি স্কিন রোগের টিকা দিতে প্রতি গরুর জন্য খরচ পড়বে মাত্র ৭০ টাকা। বাংলাদেশ প্রাণিসম্পদ গবেষণা ইনস্টিটিউট (বিএলআরআই) এই টিকা উদ্ভাবন করেছে। বিএলআরআইয়ের বিজ্ঞানীরা জানান, টিকাটি নিরাপদ ও কার্যকর। অনুষ্ঠানে প্রধান অতিথি ছিলেন মৎস্য ও প্রাণিসম্পদ উপদেষ্টা। ১৫ কোটি গরু-মহিষের রোগে আক্রান্ত হয়েছে। এতে লোকসানের মুখে পড়েছেন বিএলআরআইয়ের মহাপরিচালক ড. মো. আবু সুফিয়ান, মৎস্য ও প্রাণিসম্পদ মন্ত্রণালয়ের অতিরিক্ত সচিব, প্রাণিসম্পদ অধিদপ্তর। অনুষ্ঠানে প্রাণিসম্পদ গবেষণাপ্রতিষ্ঠানের উচ্চপদস্থ কর্মকর্তারা উপস্থিত ছিলেন। bbox=[763, 257, 911, 377]
article-body: টাঙ্গাইলে মরা গরুর মাংস বিক্রির অভিযোগে ভ্রাম্যমাণ আদালতের মাধ্যমে এক ব্যক্তিকে জরিমানা করা হয়েছে। জানা যায়, এলাকায় গরুর অসুস্থতার কারণে একটি বকনা গরু মারা যায়। এরপর পাশেই মরা গরুটি ফেলে রাখেন। বুধবার ভোরে তিনি গরুর মাংস বাজারে বিক্রি করছিল। পরে ভ্রাম্যমাণ আদালত পরিচালনা করে জরিমানা করা হয়। জাতীয় ভোক্তা অধিকার সংরক্ষণ অধিদপ্তরের উপপরিচালক আসাদুজ্জামান রুমেল বলেন, গোপন সংবাদের ভিত্তিতে জানা যায়, পৌর এলাকার সুপারিবাগান এলাকায় মরা গরুর মাংস বিক্রি হচ্ছে। bbox=[643, 438, 758, 559]
article-body-cont: ইজিবাইকটি খলিল ম-লের হাট থেকে ফরিদপুর শহরের দিকে যাচ্ছিল। পথে সড়কের খানাখন্দ থাকা অংশে বিপরীত দিক থেকে আসা সিমেন্টভর্তি একটি ট্রাক গাড়িটিকে চাপা দেয়। এতে এটি দুমড়েমুচড়ে দুই আরোহী ঘটনাস্থলেই মারা যান। এ ছাড়া ট্রাকটি রাস্তার পাশের গড়ে উল্টে যায়। তখন ট্রাকচালক ও সহকারী দ্রুত পালিয়ে যান। পরে স্থানীয় লোকজন ইজিবাইকের হতাহত আরোহীদের উদ্ধার করে ফরিদপুর মেডিকেল কলেজ হাসপাতালে পাঠায়। নিহতদের মরদেহ স্বজনদের কাছে হস্তান্তর করা হয়েছে। তিনি আরও বলেন, দুর্ঘটনার পর ট্রাকটি জব্দ করা হয়েছে। চালক ও সহকারীকে গ্রেপ্তারের চেষ্টা চলছে। এ ঘটনায় থানায় মামলা প্রক্রিয়াধীন রয়েছে। স্থানীয়রা জানান, সড়কটির বিভিন্ন অংশ দীর্ঘদিন ধরে সংস্কার না হওয়ায় প্রায়ই দুর্ঘটনা ঘটছে। bbox=[33, 580, 223, 672]
article-body-cont: বিভিন্ন প্রজাতির বড় বড় মাছ, মিষ্টি ছাড়াও মেলায় নানা ধরনের পণ্যের পসরা সাজিয়ে বসেছেন দোকানিরা। মেলায় রুই, কাতলা, বোয়াল, চিতল, আইড়সহ বিভিন্ন প্রজাতির মাছ বিক্রি হচ্ছে। চিতলের কেজি ছিল ১৫০০ টাকা। খুলনার রূপসা নদী থেকে এসেছে। মাছের দোকান থেকে সারিয়াকান্দির শফিকুল ইসলাম একটি বোয়াল কিনেছেন ২২ হাজার টাকায়। ক্রেতা সোহাগ একটি বড় চিংড়ি মাছ কিনেছেন। তিনি জানান, দামটা একটু বেশিই নিয়েছে। এছাড়াও অন্যান্য মাছের দাম এবার একটু বেশি। মেলায় কাতলা মাছের আকৃতির মিষ্টি বিক্রি হচ্ছে, যা দেখতে ভিড় করছেন দর্শনার্থীরা। বড় মিষ্টি ছিল ১৫ কেজি ওজনের। bbox=[763, 656, 911, 758]
column-5 bbox=[763, 78, 911, 1438]
article-kurigram bbox=[643, 708, 758, 1283]
article-body-cont: কুড়িগ্রামের ফুলবাড়ী উপজেলার অনন্তপুর সীমান্তে লাগানো সিসি ক্যামেরা সরিয়ে নিয়েছে ভারতীয় সীমান্তরক্ষী বাহিনী বিএসএফ। বিজিবির কড়া প্রতিবাদের মুখে ক্যামেরাগুলো সরিয়ে নেওয়া হয়। কুড়িগ্রাম ২২ বিজিবি ব্যাটালিয়ন অধিনায়ক লেফটেন্যান্ট কর্নেল জামাল হোসেন বিষয়টি নিশ্চিত করেছেন। তিনি জানান, শূন্যরেখা থেকে ১৫০ গজের মধ্যে কোনো স্থাপনা নির্মাণ আন্তর্জাতিক আইনের লঙ্ঘন। bbox=[643, 972, 758, 1065]
article-body: রবিউল আউয়াল, শামীম হোসেন, সেলিম রেজা, নিহত ফাহিমের ছোট বোন মাইশা, চাচাতো ভাই ফারহান, প্রাক্তন শিক্ষার্থী হৃদয়, বর্তমান শিক্ষার্থী লাবিব হাসান, হুমায়ুন, রাজিবুল, ইতি, জান্নাতি, খুশি প্রমুখ। এসময় তারা বলেন, কিশোর গ্যাংয়ের উপদ্রব আশংকাজনক হারে বৃদ্ধি পেয়েছে। তুচ্ছ বিষয় নিয়ে খুনের মতো জঘন্য ঘটনা ঘটাচ্ছে তারা। দোষীদের দৃষ্টান্তমূলক শাস্তি দিতে হবে। bbox=[229, 106, 355, 180]
headline: শেরপুরে বিদ্যুৎস্পৃষ্ট bbox=[243, 643, 341, 657]
headline: মানিকগঞ্জে কর্মরত bbox=[245, 543, 339, 557]
article-sarda bbox=[33, 964, 223, 1194]
headline: টাঙ্গাইলে মরা গরুর মাংস বিক্রির দায়ে জরিমানা bbox=[648, 378, 753, 427]
headline: পুলিশ কমিশনার সাইফুলকে জেল গেটে জিজ্ঞাসাবাদের নির্দেশ bbox=[361, 403, 637, 444]
byline: রাজশাহী মহানগর প্রতিনিধি ॥ bbox=[360, 113, 437, 122]
article-body: কুড়িগ্রামের ফুলবাড়ী উপজেলার অনন্তপুর সীমান্তে লাগানো সিসি ক্যামেরা সরিয়ে নিয়েছে ভারতীয় সীমান্তরক্ষী বাহিনী বিএসএফ। বিজিবির কড়া প্রতিবাদের মুখে ক্যামেরাগুলো সরিয়ে নেওয়া হয়। কুড়িগ্রাম ২২ বিজিবি ব্যাটালিয়ন অধিনায়ক লেফটেন্যান্ট কর্নেল জামাল হোসেন বিষয়টি নিশ্চিত করেছেন। তিনি জানান, শূন্যরেখা থেকে ১৫০ গজের মধ্যে কোনো স্থাপনা নির্মাণ আন্তর্জাতিক আইনের লঙ্ঘন। bbox=[643, 784, 758, 877]
article-bogura-district bbox=[229, 253, 355, 543]
byline: কুড়িগ্রাম প্রতিনিধি ॥ bbox=[643, 773, 696, 782]
article-body-cont: পরিচালক ড. শীতল কুমার নাথ বিষয়টি নিশ্চিত করেন। তিনি জানান, সামুদ্রিক কাছিমের জীবনাচরণ সম্পর্কে সঠিক জ্ঞান অর্জনের জন্য কাছিমের শরীরে স্যাটেলাইট স্থাপন করা হয়। এই কাজে আইইউসিএন কারিগরি সহযোগিতা করেছে। bbox=[229, 1073, 355, 1119]
article-body-cont: টাকা। এরমধ্যে ১২ হাজার ১৪৯ কোটি টাকা দিয়েছে জাপান ইন্টারন্যাশনাল কো-অপারেশন এজেন্সি (জাইকা)। বাকি অর্থ বাংলাদেশ সরকারের। ২০২০ সালের ২৯ নভেম্বর যমুনা রেলসেতুর পিলার নির্মাণ কাজের উদ্বোধন করা হয়। bbox=[229, 1303, 355, 1349]
article-body: ১১ দশমিক ৩ ও গত সোমবার রেকর্ড হয় ১৩ দশমিক ৭ ডিগ্রি সেলসিয়াস। গত ২ ফেব্রুয়ারি থেকেই ১০ থেকে ১২ ডিগ্রির মধ্যে তাপমাত্রা রেকর্ড হচ্ছে এ অঞ্চলে। ঘণ্টায় ১০-১২ কিলোমিটার বেগে বাতাস প্রবাহিত হওয়ায় কনকনে শীত অনুভূত হচ্ছে। বিভিন্ন এলাকা ঘুরে দেখা যায়, ভোর থেকেই কুয়াশা জড়ানো প্রকৃতি। কুয়াশার সঙ্গে শিশির ও বাতাস বইছে। তবে তাপমাত্রা বাড়ার কারণে সকালেই কাজে যেতে দেখা গেছে বিভিন্ন শ্রেণি-পেশার মানুষজনকে। তবে টানা শীতে আয়-রোজগার কমে যাওয়ায় দারিদ্রতায় পড়েছেন নিম্ন আয়ের মানুষ। শীত লাগছে। পাথর তুলতে বের হয়েছি। ঠান্ডা লাগলেও কিছু করার নেই। পরিবার তো চালাতে হবে। একই কথা বলেন ফিরোজা ও কদবানুসহ কয়েকজন নারী পাথর শ্রমিক। এদিকে জলবায়ুর পরিবর্তনের কারণে তাপমাত্রা ওঠানামায় বেড়েছে শীতজনিত রোগব্যাধির প্রকোপ। হাসপাতালগুলোতে জ্বর, সর্দি, শ্বাসকষ্ট, নিউমোনিয়া, ডায়রিয়াসহ এসব রোগে আক্রান্ত রোগীদের ভিড় দেখা যায়। bbox=[360, 609, 638, 692]
article-body-cont: থানায় এই মামলা দায়ের করেন। অভিযোগে উল্লেখ করা হয় যে, মামলার আসামিরা ককটেল বিস্ফোরণ ও পেট্রোল বোমা নিক্ষেপ ও মারপিটসহ গুলি করে তার ছেলে এম নুরুন্নাহ মন্ডলকে আহত করে। আহত এম নুরুন্নাহ মন্ডলকে প্রথমে বগুড়া শহীদ জিয়াউর রহমান মেডিকেল কলেজ হাসপাতালে চিকিৎসা করা হয়। bbox=[229, 414, 355, 479]
headline: বগুড়ায় স্কুল ছাত্র bbox=[248, 78, 336, 92]
article-bhatija bbox=[360, 258, 638, 403]
column-rule bbox=[357, 80, 358, 1440]
